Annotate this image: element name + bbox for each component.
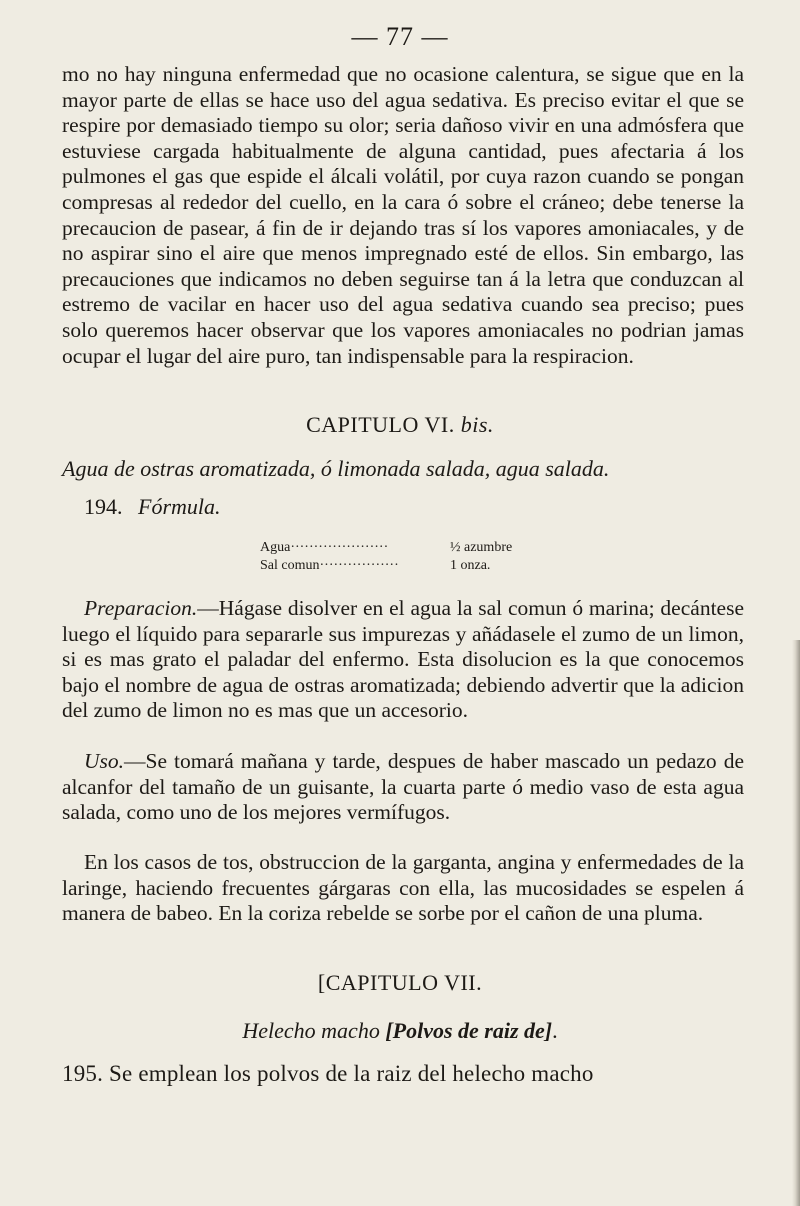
chapter-heading-7: [CAPITULO VII. xyxy=(317,970,483,995)
formula-quantity: ½ azumbre xyxy=(450,540,513,555)
formula-row xyxy=(260,558,560,574)
chapter-6-title: CAPITULO VI. xyxy=(306,412,455,437)
chapter-6-subtitle: Agua de ostras aromatizada, ó limonada salada, agua salada. xyxy=(62,456,610,481)
paragraph-uso xyxy=(62,749,744,826)
formula-number: 194. xyxy=(84,494,123,519)
paragraph-preparacion xyxy=(62,596,744,724)
chapter-heading-6 xyxy=(0,412,800,438)
page-edge-shadow xyxy=(792,640,800,1206)
chapter-7-subtitle xyxy=(0,1018,800,1044)
chapter-7-subtitle-main: Helecho macho xyxy=(242,1018,380,1043)
uso-label: Uso. xyxy=(84,749,125,773)
chapter-6-suffix: bis. xyxy=(460,412,494,437)
preparacion-text: —Hágase disolver en el agua la sal comun ó marina; decántese luego el líquido para separarle sus impurezas y añádasele el zumo de un limon, si es mas grato el paladar del enfermo. Esta disolucion es la que conocemos bajo el nombre de agua de ostras aromatizada; debiendo advertir que la adicion del zumo de limon no es mas que un accesorio. xyxy=(62,596,744,723)
chapter-7-subtitle-bracket: [Polvos de raiz de] xyxy=(385,1018,553,1043)
formula-row xyxy=(260,540,560,556)
chapter-7-subtitle-end: . xyxy=(552,1018,558,1043)
formula-ingredient: Agua····················· xyxy=(260,540,389,555)
formula-ingredient: Sal comun················· xyxy=(260,558,399,573)
page-number: — 77 — xyxy=(351,22,449,51)
paragraph-tos: En los casos de tos, obstruccion de la garganta, angina y enfermedades de la laringe, haciendo frecuentes gárgaras con ella, las mucosidades se espelen á manera de babeo. En la coriza rebelde se sorbe por el cañon de una pluma. xyxy=(62,850,744,926)
formula-quantity: 1 onza. xyxy=(450,558,491,573)
paragraph-195: 195. Se emplean los polvos de la raiz del helecho macho xyxy=(62,1061,594,1086)
uso-text: —Se tomará mañana y tarde, despues de haber mascado un pedazo de alcanfor del tamaño de un guisante, la cuarta parte ó medio vaso de esta agua salada, como uno de los mejores vermífugos. xyxy=(62,749,744,825)
formula-label: Fórmula. xyxy=(138,494,221,519)
preparacion-label: Preparacion. xyxy=(84,596,198,620)
paragraph-agua-sedativa: mo no hay ninguna enfermedad que no ocasione calentura, se sigue que en la mayor parte de ellas se hace uso del agua sedativa. Es preciso evitar el que se respire por demasiado tiempo su olor; seria dañoso vivir en una admósfera que estuviese cargada habitualmente de alguna cantidad, pues afectaria á los pulmones el gas que espide el álcali volátil, por cuya razon cuando se pongan compresas al rededor del cuello, en la cara ó sobre el cráneo; debe tenerse la precaucion de pasear, á fin de ir dejando tras sí los vapores amoniacales, y de no aspirar sino el aire que menos impregnado esté de ellos. Sin embargo, las precauciones que indicamos no deben seguirse tan á la letra que conduzcan al estremo de vacilar en hacer uso del agua sedativa cuando sea preciso; pues solo queremos hacer observar que los vapores amoniacales no podrian jamas ocupar el lugar del aire puro, tan indispensable para la respiracion. xyxy=(62,62,744,368)
formula-heading xyxy=(84,494,221,520)
